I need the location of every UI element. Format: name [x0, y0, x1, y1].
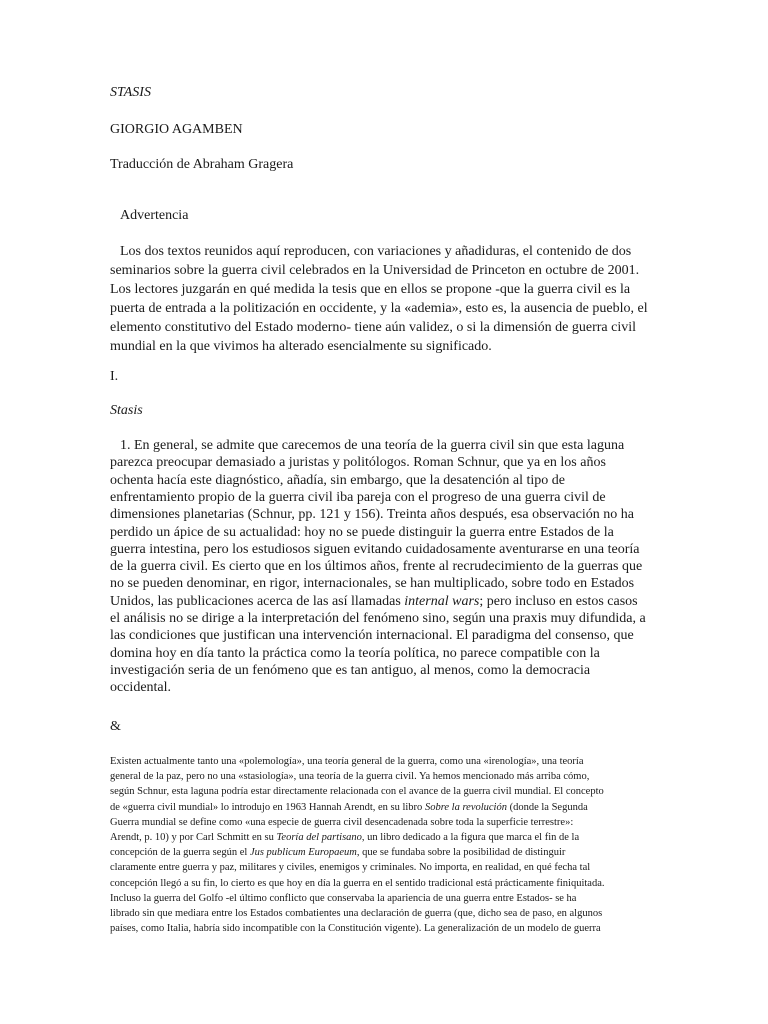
text-line [110, 770, 589, 783]
text-line [110, 831, 579, 844]
text-segment: ochenta hacía este diagnóstico, añadía, sin embargo, que la desatención al tipo de [110, 472, 565, 488]
text-line [110, 922, 601, 935]
text-segment: claramente entre guerra y paz, militares y civiles, enemigos y criminales. No importa, en realidad, en qué fecha tal [110, 862, 591, 874]
text-segment: parezca preocupar demasiado a juristas y politólogos. Roman Schnur, que ya en los años [110, 455, 606, 471]
text-line [110, 628, 634, 644]
text-segment: Guerra mundial se define como «una especie de guerra civil desencadenada sobre toda la superficie terrestre»: [110, 816, 574, 828]
text-segment: enfrentamiento propio de la guerra civil iba pareja con el progreso de una guerra civil de [110, 489, 606, 505]
text-segment: perdido un ápice de su actualidad: hoy no se puede distinguir la guerra entre Estados de la [110, 524, 614, 540]
text-line [110, 473, 565, 489]
text-line [110, 892, 576, 905]
text-line [110, 542, 640, 558]
text-line [110, 646, 600, 662]
section-number: I. [110, 369, 119, 384]
text-line [110, 576, 634, 592]
text-segment: domina hoy en día tanto la práctica como la teoría política, no parece compatible con la [110, 645, 600, 661]
text-line [110, 816, 573, 829]
section-title: Stasis [110, 403, 143, 418]
text-segment: concepción llegó a su fin, lo cierto es que hoy en día la guerra en el sentido tradicional está prácticamente finiquitada. [110, 877, 605, 889]
text-line [110, 680, 171, 696]
text-segment: Existen actualmente tanto una «polemología», una teoría general de la guerra, como una «irenología», una teoría [110, 756, 584, 767]
ampersand-marker: & [110, 719, 121, 734]
text-segment: Incluso la guerra del Golfo -el último conflicto que conservaba la apariencia de una guerra entre Estados- se ha [110, 892, 577, 904]
text-line: mundial en la que vivimos ha alterado esencialmente su significado. [110, 339, 492, 354]
italic-text: Jus publicum Europaeum [249, 847, 357, 859]
italic-text: internal wars [404, 593, 480, 609]
translator-credit: Traducción de Abraham Gragera [110, 157, 294, 172]
text-segment: librado sin que mediara entre los Estados combatientes una declaración de guerra (que, dicho sea de paso, en algunos [110, 908, 603, 919]
text-segment: Arendt, p. 10) y por Carl Schmitt en su [110, 832, 277, 843]
text-segment: 1. En general, se admite que carecemos de una teoría de la guerra civil sin que esta laguna [120, 438, 625, 453]
text-segment: dimensiones planetarias (Schnur, pp. 121 y 156). Treinta años después, esa observación no ha [110, 507, 634, 523]
text-line [110, 490, 606, 506]
text-line [120, 438, 624, 454]
text-segment: general de la paz, pero no una «stasiología», una teoría de la guerra civil. Ya hemos mencionado más arriba cómo, [110, 771, 590, 783]
text-line [110, 594, 638, 610]
text-segment: de la guerra civil. Es cierto que en los últimos años, frente al recrudecimiento de la guerras que [110, 559, 643, 575]
text-segment: el análisis no se dirige a la interpretación del fenómeno sino, según una praxis muy difundida, a [110, 611, 646, 626]
text-line [110, 801, 588, 814]
text-line: Los lectores juzgarán en qué medida la tesis que en ellos se propone -que la guerra civil es la [110, 282, 631, 297]
italic-text: Sobre la revolución [424, 801, 507, 813]
text-line: puerta de entrada a la politización en occidente, y la «ademia», esto es, la ausencia de pueblo, el [110, 301, 648, 316]
text-segment: países, como Italia, habría sido incompatible con la Constitución vigente). La generalización de un modelo de guerra [110, 923, 601, 935]
text-segment: Unidos, las publicaciones acerca de las así llamadas [110, 593, 405, 609]
text-segment: de «guerra civil mundial» lo introdujo en 1963 Hannah Arendt, en su libro [110, 801, 425, 813]
text-line: seminarios sobre la guerra civil celebrados en la Universidad de Princeton en octubre de 2001. [110, 263, 640, 278]
text-line [110, 507, 634, 523]
text-segment: (donde la Segunda [506, 801, 588, 813]
text-line [110, 525, 614, 541]
text-line [110, 785, 604, 798]
text-segment: las condiciones que justifican una intervención internacional. El paradigma del consenso, que [110, 628, 634, 644]
text-line [110, 846, 565, 859]
text-line [110, 455, 606, 471]
author-name: GIORGIO AGAMBEN [110, 122, 243, 137]
text-line [110, 907, 602, 920]
text-segment: , que se fundaba sobre la posibilidad de distinguir [356, 847, 566, 859]
text-line [110, 611, 646, 627]
text-line: elemento constitutivo del Estado moderno- tiene aún validez, o si la dimensión de guerra civil [110, 320, 637, 335]
text-line [110, 861, 590, 874]
text-segment: concepción de la guerra según el [110, 847, 250, 859]
text-line [110, 755, 584, 768]
text-segment: ; pero incluso en estos casos [479, 593, 638, 609]
advertencia-heading: Advertencia [120, 208, 189, 223]
text-segment: occidental. [110, 680, 172, 696]
text-line [110, 559, 642, 575]
text-segment: , un libro dedicado a la figura que marca el fin de la [361, 832, 580, 843]
italic-text: Teoría del partisano [276, 832, 362, 843]
text-segment: investigación seria de un fenómeno que es tan antiguo, al menos, como la democracia [110, 662, 591, 678]
text-line [110, 877, 604, 890]
text-segment: según Schnur, esta laguna podría estar directamente relacionada con el avance de la guerra civil mundial. El concepto [110, 786, 604, 798]
text-segment: no se pueden denominar, en rigor, internacionales, se han multiplicado, sobre todo en Estados [110, 576, 635, 592]
text-line [110, 663, 590, 679]
document-title: STASIS [110, 85, 151, 100]
text-line: Los dos textos reunidos aquí reproducen, con variaciones y añadiduras, el contenido de dos [120, 244, 632, 259]
text-segment: guerra intestina, pero los estudiosos siguen evitando cuidadosamente aventurarse en una teoría [110, 541, 640, 557]
